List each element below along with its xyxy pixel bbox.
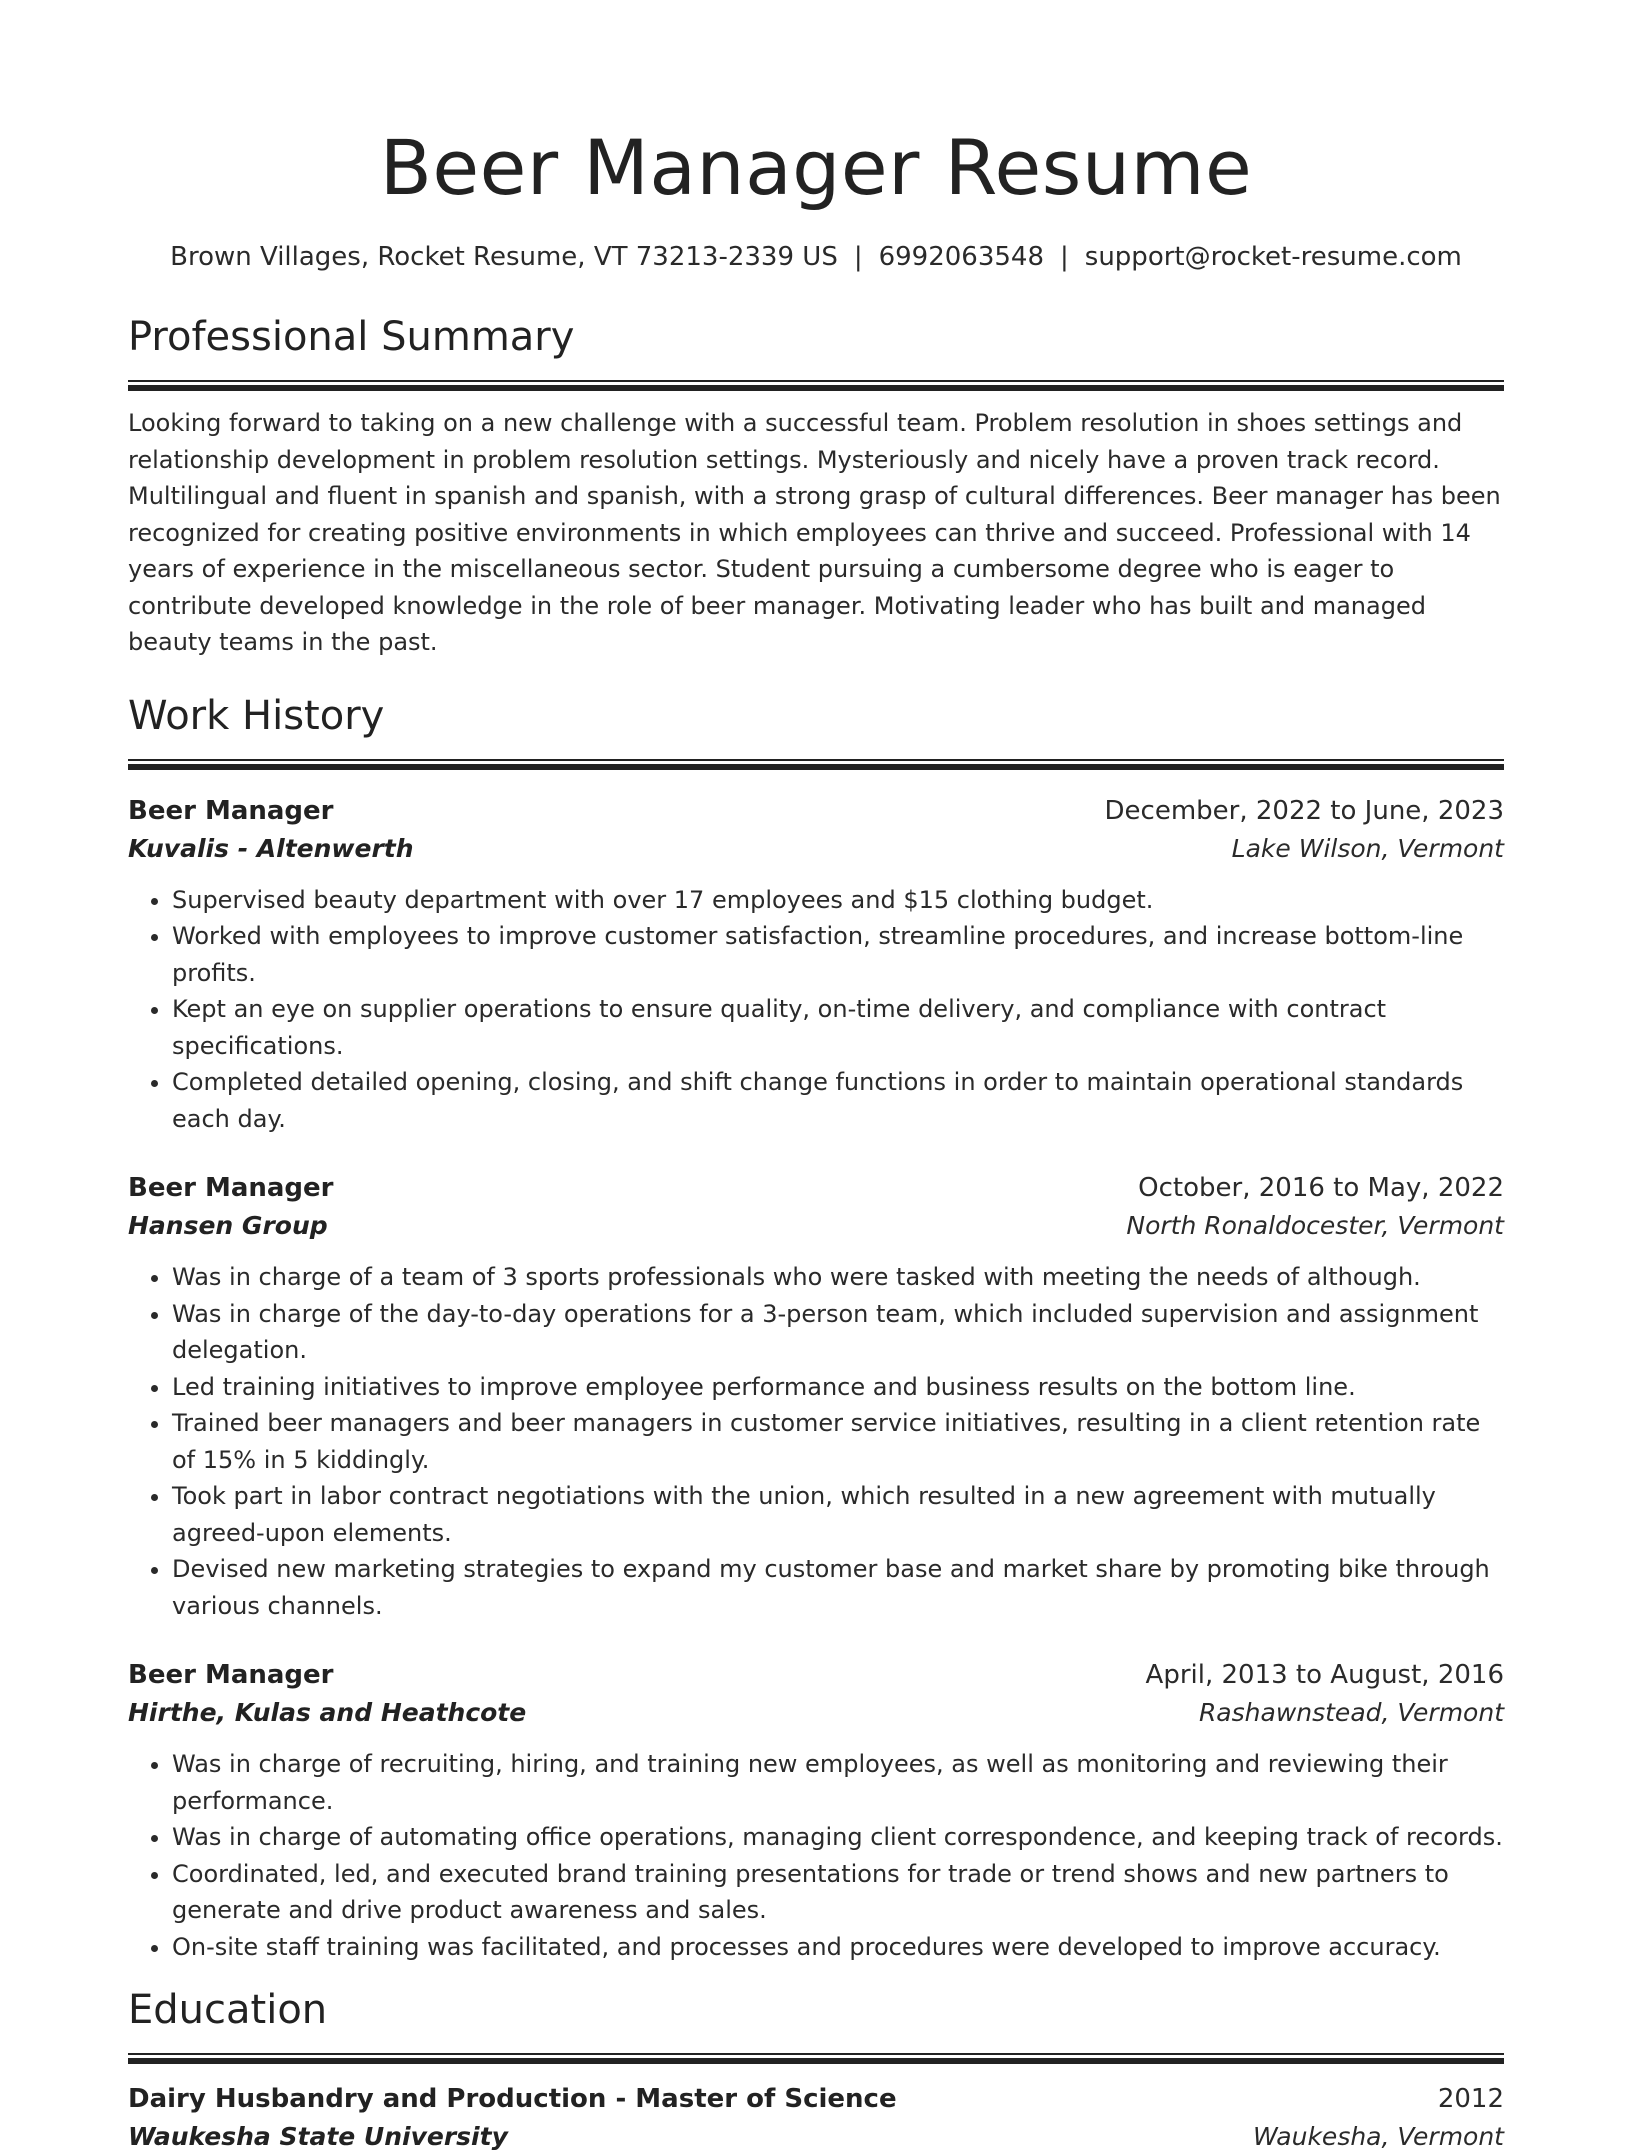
education-school-row [128, 2118, 1504, 2156]
contact-line [128, 240, 1504, 274]
job-title: Beer Manager [128, 795, 334, 826]
job-bullet: • Devised new marketing strategies to expand my customer base and market share by promoting bike through various channels. [172, 1551, 1504, 1624]
job-header-row [128, 1169, 1504, 1207]
job-bullets [128, 1746, 1504, 1965]
job-company-row [128, 1207, 1504, 1245]
resume-title: Beer Manager Resume [379, 123, 1253, 212]
job-bullet: • Kept an eye on supplier operations to ensure quality, on-time delivery, and compliance with contract specifications. [172, 991, 1504, 1064]
job-dates: October, 2016 to May, 2022 [1138, 1173, 1504, 1203]
job-bullet: • Was in charge of the day-to-day operations for a 3-person team, which included supervision and assignment delegation. [172, 1296, 1504, 1369]
job-location: North Ronaldocester, Vermont [1126, 1211, 1504, 1240]
contact-address: Brown Villages, Rocket Resume, VT 73213-2339 US [170, 242, 838, 272]
job-bullet: • Took part in labor contract negotiations with the union, which resulted in a new agreement with mutually agreed-upon elements. [172, 1478, 1504, 1551]
job-company: Hansen Group [128, 1211, 328, 1240]
job-bullet: • Was in charge of a team of 3 sports professionals who were tasked with meeting the needs of although. [172, 1259, 1504, 1296]
education-school: Waukesha State University [128, 2122, 508, 2151]
job-title: Beer Manager [128, 1660, 334, 1690]
job-bullet: • Worked with employees to improve customer satisfaction, streamline procedures, and increase bottom-line profits. [172, 918, 1504, 991]
contact-phone: 6992063548 [878, 242, 1045, 272]
section-divider [128, 380, 1504, 391]
job-header-row [128, 1656, 1504, 1694]
contact-separator: | [853, 242, 863, 272]
job-company: Hirthe, Kulas and Heathcote [128, 1698, 527, 1727]
education-location: Waukesha, Vermont [1252, 2122, 1504, 2151]
job-bullet: • Completed detailed opening, closing, and shift change functions in order to maintain operational standards each day. [172, 1064, 1504, 1137]
job-bullet: • Was in charge of recruiting, hiring, and training new employees, as well as monitoring and reviewing their performance. [172, 1746, 1504, 1819]
job-bullet: • Coordinated, led, and executed brand training presentations for trade or trend shows and new partners to generate and drive product awareness and sales. [172, 1856, 1504, 1929]
education-entry [128, 2080, 1504, 2156]
job-dates: December, 2022 to June, 2023 [1104, 795, 1504, 826]
job-entry [128, 792, 1504, 1138]
job-dates: April, 2013 to August, 2016 [1145, 1660, 1504, 1690]
job-entry [128, 1169, 1504, 1624]
section-heading-summary: Professional Summary [128, 314, 575, 360]
job-bullet: • Supervised beauty department with over 17 employees and $15 clothing budget. [172, 882, 1504, 919]
job-company-row [128, 1694, 1504, 1732]
job-bullet: • Was in charge of automating office operations, managing client correspondence, and keeping track of records. [172, 1819, 1504, 1856]
job-bullet: • On-site staff training was facilitated, and processes and procedures were developed to improve accuracy. [172, 1929, 1504, 1966]
job-title: Beer Manager [128, 1173, 334, 1203]
education-year: 2012 [1437, 2084, 1504, 2114]
job-header-row [128, 792, 1504, 830]
work-history-section [128, 691, 1504, 1966]
section-heading-education: Education [128, 1987, 328, 2033]
job-bullets [128, 882, 1504, 1138]
section-divider [128, 2053, 1504, 2064]
education-degree: Dairy Husbandry and Production - Master of Science [128, 2084, 897, 2114]
contact-email: support@rocket-resume.com [1084, 242, 1462, 272]
job-location: Rashawnstead, Vermont [1198, 1698, 1504, 1727]
section-divider [128, 759, 1504, 770]
job-bullet: • Trained beer managers and beer managers in customer service initiatives, resulting in a client retention rate of 15% in 5 kiddingly. [172, 1405, 1504, 1478]
education-header-row [128, 2080, 1504, 2118]
job-bullet: • Led training initiatives to improve employee performance and business results on the bottom line. [172, 1369, 1504, 1406]
job-bullets [128, 1259, 1504, 1624]
job-entry [128, 1656, 1504, 1965]
summary-section [128, 312, 1504, 661]
contact-separator: | [1060, 242, 1069, 272]
education-section [128, 1985, 1504, 2156]
job-location: Lake Wilson, Vermont [1231, 833, 1504, 863]
summary-text: Looking forward to taking on a new challenge with a successful team. Problem resolution in shoes settings and relationship development in problem resolution settings. Mysteriously and nicely have a proven track record. Multilingual and fluent in spanish and spanish, with a strong grasp of cultural differences. Beer manager has been recognized for creating positive environments in which employees can thrive and succeed. Professional with 14 years of experience in the miscellaneous sector. Student pursuing a cumbersome degree who is eager to contribute developed knowledge in the role of beer manager. Motivating leader who has built and managed beauty teams in the past. [128, 409, 1501, 656]
job-company: Kuvalis - Altenwerth [128, 833, 414, 863]
section-heading-work-history: Work History [128, 692, 385, 739]
job-company-row [128, 830, 1504, 868]
